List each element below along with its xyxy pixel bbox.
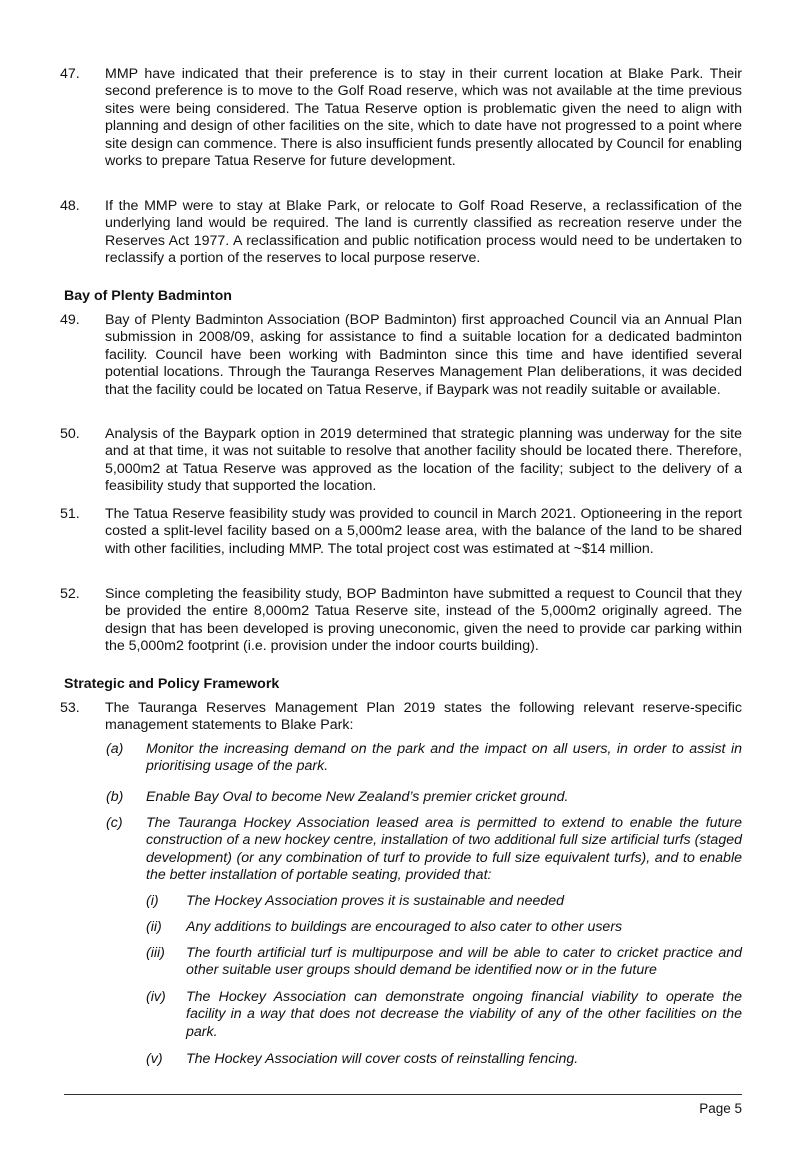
paragraph-text: Analysis of the Baypark option in 2019 determined that strategic planning was underway for the site and at that time, it was not suitable to resolve that another facility should be located there. Therefore, 5,000m2 at Tatua Reserve was approved as the location of the facility; subject to the delivery of a feasibility study that supported the location. [105, 426, 742, 495]
paragraph-51 [60, 506, 742, 558]
condition-text: The Hockey Association will cover costs of reinstalling fencing. [186, 1051, 579, 1067]
statement-text: Enable Bay Oval to become New Zealand’s premier cricket ground. [146, 789, 569, 805]
condition-i [146, 893, 742, 910]
paragraph-47 [60, 66, 742, 170]
paragraph-text: Since completing the feasibility study, BOP Badminton have submitted a request to Council that they be provided the entire 8,000m2 Tatua Reserve site, instead of the 5,000m2 originally agreed. The design that has been developed is proving uneconomic, given the need to provide car parking within the 5,000m2 footprint (i.e. provision under the indoor courts building). [105, 586, 742, 655]
paragraph-number: 53. [60, 700, 80, 716]
statement-a [106, 741, 742, 776]
paragraph-number: 50. [60, 426, 80, 442]
statement-text: Monitor the increasing demand on the park and the impact on all users, in order to assist in prioritising usage of the park. [146, 741, 742, 775]
paragraph-text: If the MMP were to stay at Blake Park, or relocate to Golf Road Reserve, a reclassification of the underlying land would be required. The land is currently classified as recreation reserve under the Reserves Act 1977. A reclassification and public notification process would need to be undertaken to reclassify a portion of the reserves to local purpose reserve. [105, 198, 742, 267]
paragraph-number: 48. [60, 198, 80, 214]
page-number: Page 5 [699, 1101, 742, 1116]
section-heading-strategic: Strategic and Policy Framework [64, 676, 280, 692]
condition-label: (i) [146, 893, 159, 909]
statement-label: (c) [106, 815, 123, 831]
statement-b [106, 789, 742, 806]
paragraph-text: The Tauranga Reserves Management Plan 2019 states the following relevant reserve-specific management statements to Blake Park: [105, 700, 742, 734]
statement-text: The Tauranga Hockey Association leased area is permitted to extend to enable the future construction of a new hockey centre, installation of two additional full size artificial turfs (staged development) (or any combination of turf to provide to full size equivalent turfs), and to enable the better installation of portable seating, provided that: [146, 815, 742, 884]
condition-label: (ii) [146, 919, 162, 935]
paragraph-48 [60, 198, 742, 268]
statement-c [106, 815, 742, 885]
statement-label: (a) [106, 741, 124, 757]
condition-ii [146, 919, 742, 936]
condition-text: The Hockey Association can demonstrate ongoing financial viability to operate the facility in a way that does not decrease the viability of any of the other facilities on the park. [186, 989, 742, 1040]
paragraph-text: The Tatua Reserve feasibility study was provided to council in March 2021. Optioneering in the report costed a split-level facility based on a 5,000m2 lease area, with the balance of the land to be shared with other facilities, including MMP. The total project cost was estimated at ~$14 million. [105, 506, 742, 557]
condition-label: (v) [146, 1051, 163, 1067]
footer-divider [64, 1094, 742, 1095]
condition-text: Any additions to buildings are encouraged to also cater to other users [186, 919, 623, 935]
paragraph-50 [60, 426, 742, 496]
paragraph-text: Bay of Plenty Badminton Association (BOP Badminton) first approached Council via an Annual Plan submission in 2008/09, asking for assistance to find a suitable location for a dedicated badminton facility. Council have been working with Badminton since this time and have identified several potential locations. Through the Tauranga Reserves Management Plan deliberations, it was decided that the facility could be located on Tatua Reserve, if Baypark was not readily suitable or available. [105, 312, 742, 398]
condition-v [146, 1051, 742, 1068]
paragraph-number: 47. [60, 66, 80, 82]
condition-text: The fourth artificial turf is multipurpose and will be able to cater to cricket practice and other suitable user groups should demand be identified now or in the future [186, 945, 742, 979]
paragraph-number: 52. [60, 586, 80, 602]
section-heading-badminton: Bay of Plenty Badminton [64, 288, 232, 304]
paragraph-49 [60, 312, 742, 399]
paragraph-53 [60, 700, 742, 735]
condition-iv [146, 989, 742, 1041]
condition-iii [146, 945, 742, 980]
paragraph-number: 51. [60, 506, 80, 522]
paragraph-number: 49. [60, 312, 80, 328]
paragraph-52 [60, 586, 742, 656]
condition-label: (iv) [146, 989, 166, 1005]
paragraph-text: MMP have indicated that their preference is to stay in their current location at Blake Park. Their second preference is to move to the Golf Road reserve, which was not available at the time previous sites were being considered. The Tatua Reserve option is problematic given the need to align with planning and design of other facilities on the site, which to date have not progressed to a point where site design can commence. There is also insufficient funds presently allocated by Council for enabling works to prepare Tatua Reserve for future development. [105, 66, 742, 170]
condition-label: (iii) [146, 945, 165, 961]
statement-label: (b) [106, 789, 124, 805]
condition-text: The Hockey Association proves it is sustainable and needed [186, 893, 565, 909]
